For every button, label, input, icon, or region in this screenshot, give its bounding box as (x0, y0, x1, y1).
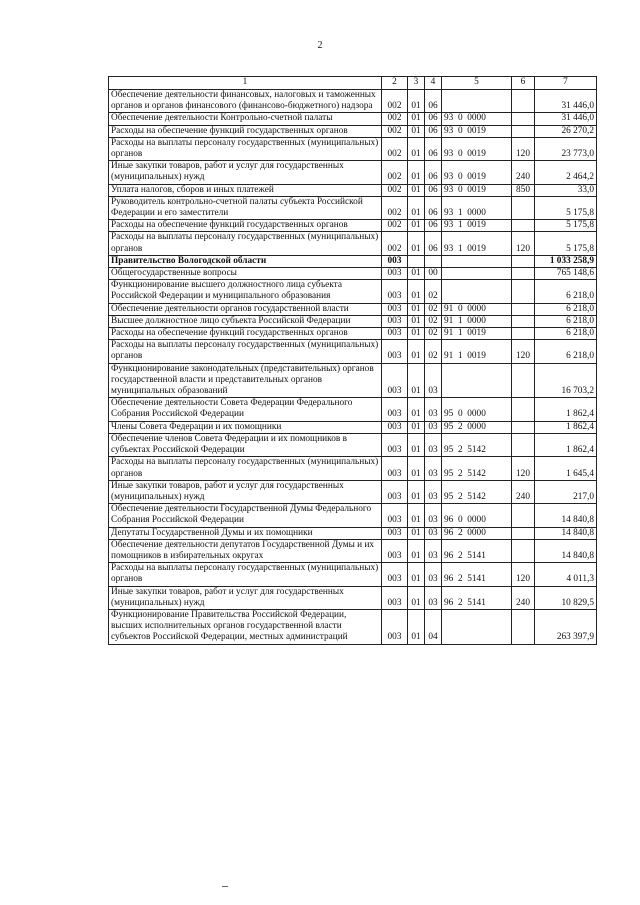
row-subsection-code: 06 (425, 161, 442, 184)
column-header: 3 (408, 77, 425, 90)
row-subsection-code: 02 (425, 315, 442, 327)
row-subsection-code: 03 (425, 363, 442, 398)
row-target-code: 95 0 0000 (442, 398, 512, 421)
row-ved-code: 003 (382, 586, 408, 609)
row-amount: 31 446,0 (535, 90, 597, 113)
table-row (109, 586, 597, 609)
column-header: 1 (109, 77, 382, 90)
row-target-code: 91 1 0019 (442, 328, 512, 340)
table-row (109, 480, 597, 503)
row-name: Высшее должностное лицо субъекта Российской Федерации (109, 315, 382, 327)
row-amount: 1 862,4 (535, 433, 597, 456)
row-target-code (442, 268, 512, 280)
table-row (109, 196, 597, 219)
row-ved-code: 003 (382, 303, 408, 315)
row-name: Обеспечение деятельности Совета Федерации Федерального Собрания Российской Федерации (109, 398, 382, 421)
table-header-row (109, 77, 597, 90)
row-target-code: 96 2 5141 (442, 539, 512, 562)
row-ved-code: 002 (382, 113, 408, 125)
row-name: Иные закупки товаров, работ и услуг для государственных (муниципальных) нужд (109, 586, 382, 609)
row-amount: 14 840,8 (535, 527, 597, 539)
column-header: 5 (442, 77, 512, 90)
table-row (109, 268, 597, 280)
row-section-code: 01 (408, 563, 425, 586)
row-target-code: 91 1 0000 (442, 315, 512, 327)
row-expense-type: 240 (512, 586, 535, 609)
row-ved-code: 002 (382, 125, 408, 137)
table-row (109, 255, 597, 267)
row-subsection-code: 06 (425, 232, 442, 255)
row-subsection-code: 03 (425, 457, 442, 480)
row-name: Расходы на обеспечение функций государственных органов (109, 220, 382, 232)
row-amount: 6 218,0 (535, 303, 597, 315)
row-subsection-code: 02 (425, 340, 442, 363)
row-target-code (442, 363, 512, 398)
row-section-code: 01 (408, 480, 425, 503)
row-amount: 23 773,0 (535, 137, 597, 160)
row-expense-type (512, 303, 535, 315)
row-name: Расходы на выплаты персоналу государственных (муниципальных) органов (109, 457, 382, 480)
row-section-code: 01 (408, 137, 425, 160)
row-section-code (408, 255, 425, 267)
row-section-code: 01 (408, 421, 425, 433)
row-ved-code: 003 (382, 480, 408, 503)
row-amount: 14 840,8 (535, 539, 597, 562)
row-name: Обеспечение деятельности органов государственной власти (109, 303, 382, 315)
row-target-code: 95 2 5142 (442, 480, 512, 503)
row-amount: 1 862,4 (535, 421, 597, 433)
table-row (109, 315, 597, 327)
table-body (109, 90, 597, 645)
row-subsection-code: 06 (425, 90, 442, 113)
row-section-code: 01 (408, 220, 425, 232)
row-target-code: 91 1 0019 (442, 340, 512, 363)
row-expense-type (512, 220, 535, 232)
table-row (109, 363, 597, 398)
row-expense-type: 120 (512, 232, 535, 255)
row-expense-type (512, 280, 535, 303)
table-row (109, 328, 597, 340)
row-name: Функционирование законодательных (представительных) органов государственной власти и представительных органов муниципальных образований (109, 363, 382, 398)
row-expense-type (512, 196, 535, 219)
row-section-code: 01 (408, 527, 425, 539)
row-ved-code: 002 (382, 196, 408, 219)
row-subsection-code: 03 (425, 586, 442, 609)
table-row (109, 90, 597, 113)
row-target-code (442, 609, 512, 644)
row-expense-type (512, 90, 535, 113)
budget-table (108, 76, 597, 645)
row-amount: 1 033 258,9 (535, 255, 597, 267)
row-name: Иные закупки товаров, работ и услуг для государственных (муниципальных) нужд (109, 480, 382, 503)
row-section-code: 01 (408, 125, 425, 137)
row-subsection-code: 06 (425, 196, 442, 219)
row-name: Обеспечение деятельности финансовых, налоговых и таможенных органов и органов финансового (финансово-бюджетного) надзора (109, 90, 382, 113)
table-row (109, 125, 597, 137)
table-row (109, 421, 597, 433)
row-name: Обеспечение деятельности Контрольно-счетной палаты (109, 113, 382, 125)
row-ved-code: 003 (382, 609, 408, 644)
column-header: 6 (512, 77, 535, 90)
row-amount: 765 148,6 (535, 268, 597, 280)
page-number: 2 (317, 40, 323, 51)
row-amount: 1 862,4 (535, 398, 597, 421)
row-subsection-code: 06 (425, 125, 442, 137)
row-expense-type (512, 113, 535, 125)
scan-mark (222, 886, 228, 887)
row-section-code: 01 (408, 184, 425, 196)
row-amount: 16 703,2 (535, 363, 597, 398)
row-name: Члены Совета Федерации и их помощники (109, 421, 382, 433)
row-target-code: 93 0 0000 (442, 113, 512, 125)
row-expense-type: 850 (512, 184, 535, 196)
row-ved-code: 003 (382, 328, 408, 340)
row-subsection-code: 03 (425, 398, 442, 421)
row-amount: 10 829,5 (535, 586, 597, 609)
row-name: Правительство Вологодской области (109, 255, 382, 267)
row-name: Обеспечение членов Совета Федерации и их помощников в субъектах Российской Федерации (109, 433, 382, 456)
row-name: Общегосударственные вопросы (109, 268, 382, 280)
row-subsection-code: 03 (425, 539, 442, 562)
row-expense-type (512, 527, 535, 539)
table-row (109, 433, 597, 456)
row-subsection-code: 06 (425, 184, 442, 196)
column-header: 4 (425, 77, 442, 90)
row-expense-type: 240 (512, 480, 535, 503)
table-row (109, 609, 597, 644)
table-row (109, 303, 597, 315)
row-amount: 4 011,3 (535, 563, 597, 586)
row-name: Обеспечение деятельности депутатов Государственной Думы и их помощников в избирательных округах (109, 539, 382, 562)
row-section-code: 01 (408, 161, 425, 184)
row-expense-type: 120 (512, 563, 535, 586)
row-expense-type (512, 398, 535, 421)
table-row (109, 161, 597, 184)
row-section-code: 01 (408, 113, 425, 125)
column-header: 2 (382, 77, 408, 90)
row-expense-type (512, 609, 535, 644)
row-amount: 2 464,2 (535, 161, 597, 184)
row-target-code: 93 1 0000 (442, 196, 512, 219)
row-amount: 26 270,2 (535, 125, 597, 137)
row-ved-code: 002 (382, 184, 408, 196)
row-name: Расходы на обеспечение функций государственных органов (109, 328, 382, 340)
row-subsection-code: 03 (425, 480, 442, 503)
row-expense-type: 120 (512, 457, 535, 480)
row-section-code: 01 (408, 433, 425, 456)
row-subsection-code: 03 (425, 433, 442, 456)
row-ved-code: 003 (382, 280, 408, 303)
row-target-code: 93 0 0019 (442, 137, 512, 160)
row-amount: 33,0 (535, 184, 597, 196)
row-ved-code: 003 (382, 255, 408, 267)
row-section-code: 01 (408, 398, 425, 421)
row-ved-code: 003 (382, 363, 408, 398)
row-section-code: 01 (408, 90, 425, 113)
row-amount: 263 397,9 (535, 609, 597, 644)
row-name: Расходы на выплаты персоналу государственных (муниципальных) органов (109, 340, 382, 363)
table-row (109, 220, 597, 232)
row-subsection-code: 06 (425, 220, 442, 232)
row-ved-code: 003 (382, 527, 408, 539)
row-section-code: 01 (408, 504, 425, 527)
table-row (109, 184, 597, 196)
row-subsection-code: 03 (425, 504, 442, 527)
row-name: Обеспечение деятельности Государственной Думы Федерального Собрания Российской Федерации (109, 504, 382, 527)
row-ved-code: 003 (382, 268, 408, 280)
table-row (109, 398, 597, 421)
row-name: Расходы на выплаты персоналу государственных (муниципальных) органов (109, 232, 382, 255)
table-row (109, 340, 597, 363)
row-section-code: 01 (408, 609, 425, 644)
row-subsection-code: 02 (425, 328, 442, 340)
row-target-code: 93 1 0019 (442, 232, 512, 255)
row-section-code: 01 (408, 457, 425, 480)
row-ved-code: 002 (382, 161, 408, 184)
table-row (109, 137, 597, 160)
table-row (109, 280, 597, 303)
row-target-code (442, 255, 512, 267)
row-amount: 217,0 (535, 480, 597, 503)
row-name: Руководитель контрольно-счетной палаты субъекта Российской Федерации и его заместители (109, 196, 382, 219)
row-target-code: 96 2 0000 (442, 527, 512, 539)
row-expense-type (512, 504, 535, 527)
row-name: Иные закупки товаров, работ и услуг для государственных (муниципальных) нужд (109, 161, 382, 184)
row-name: Расходы на выплаты персоналу государственных (муниципальных) органов (109, 137, 382, 160)
row-ved-code: 003 (382, 315, 408, 327)
row-expense-type (512, 363, 535, 398)
row-ved-code: 003 (382, 504, 408, 527)
row-target-code: 93 1 0019 (442, 220, 512, 232)
row-amount: 1 645,4 (535, 457, 597, 480)
row-target-code: 93 0 0019 (442, 184, 512, 196)
row-name: Функционирование высшего должностного лица субъекта Российской Федерации и муниципального образования (109, 280, 382, 303)
table-row (109, 457, 597, 480)
row-section-code: 01 (408, 315, 425, 327)
row-expense-type (512, 255, 535, 267)
row-section-code: 01 (408, 196, 425, 219)
row-target-code (442, 90, 512, 113)
row-amount: 5 175,8 (535, 196, 597, 219)
row-target-code: 95 2 5142 (442, 433, 512, 456)
row-expense-type (512, 125, 535, 137)
table-row (109, 539, 597, 562)
row-expense-type (512, 268, 535, 280)
row-amount: 6 218,0 (535, 315, 597, 327)
row-amount: 14 840,8 (535, 504, 597, 527)
table-row (109, 113, 597, 125)
row-ved-code: 003 (382, 340, 408, 363)
row-section-code: 01 (408, 268, 425, 280)
row-amount: 6 218,0 (535, 340, 597, 363)
row-name: Расходы на обеспечение функций государственных органов (109, 125, 382, 137)
row-subsection-code: 06 (425, 137, 442, 160)
row-expense-type (512, 421, 535, 433)
row-amount: 5 175,8 (535, 220, 597, 232)
row-section-code: 01 (408, 539, 425, 562)
row-section-code: 01 (408, 363, 425, 398)
row-subsection-code: 02 (425, 280, 442, 303)
row-subsection-code: 03 (425, 421, 442, 433)
row-section-code: 01 (408, 280, 425, 303)
row-subsection-code: 03 (425, 527, 442, 539)
table-row (109, 563, 597, 586)
table-row (109, 527, 597, 539)
row-name: Расходы на выплаты персоналу государственных (муниципальных) органов (109, 563, 382, 586)
row-subsection-code: 04 (425, 609, 442, 644)
row-expense-type: 120 (512, 340, 535, 363)
row-expense-type (512, 539, 535, 562)
row-target-code: 95 2 0000 (442, 421, 512, 433)
row-ved-code: 003 (382, 539, 408, 562)
row-expense-type: 240 (512, 161, 535, 184)
row-subsection-code: 00 (425, 268, 442, 280)
row-expense-type (512, 328, 535, 340)
row-ved-code: 003 (382, 457, 408, 480)
row-ved-code: 002 (382, 90, 408, 113)
row-amount: 5 175,8 (535, 232, 597, 255)
row-ved-code: 003 (382, 398, 408, 421)
row-target-code: 93 0 0019 (442, 125, 512, 137)
row-subsection-code: 03 (425, 563, 442, 586)
row-section-code: 01 (408, 328, 425, 340)
row-section-code: 01 (408, 586, 425, 609)
row-subsection-code: 06 (425, 113, 442, 125)
row-name: Депутаты Государственной Думы и их помощники (109, 527, 382, 539)
row-expense-type (512, 315, 535, 327)
row-target-code: 96 2 5141 (442, 563, 512, 586)
row-expense-type (512, 433, 535, 456)
row-ved-code: 002 (382, 220, 408, 232)
table-row (109, 504, 597, 527)
table-row (109, 232, 597, 255)
row-section-code: 01 (408, 303, 425, 315)
row-section-code: 01 (408, 340, 425, 363)
row-name: Уплата налогов, сборов и иных платежей (109, 184, 382, 196)
row-ved-code: 003 (382, 433, 408, 456)
row-amount: 6 218,0 (535, 280, 597, 303)
row-amount: 6 218,0 (535, 328, 597, 340)
row-subsection-code (425, 255, 442, 267)
row-ved-code: 003 (382, 563, 408, 586)
row-target-code: 95 2 5142 (442, 457, 512, 480)
row-target-code (442, 280, 512, 303)
row-expense-type: 120 (512, 137, 535, 160)
row-ved-code: 003 (382, 421, 408, 433)
row-target-code: 96 2 5141 (442, 586, 512, 609)
row-ved-code: 002 (382, 232, 408, 255)
column-header: 7 (535, 77, 597, 90)
row-name: Функционирование Правительства Российской Федерации, высших исполнительных органов государственной власти субъектов Российской Федерации, местных администраций (109, 609, 382, 644)
row-ved-code: 002 (382, 137, 408, 160)
row-target-code: 93 0 0019 (442, 161, 512, 184)
row-target-code: 96 0 0000 (442, 504, 512, 527)
row-subsection-code: 02 (425, 303, 442, 315)
row-target-code: 91 0 0000 (442, 303, 512, 315)
row-section-code: 01 (408, 232, 425, 255)
row-amount: 31 446,0 (535, 113, 597, 125)
